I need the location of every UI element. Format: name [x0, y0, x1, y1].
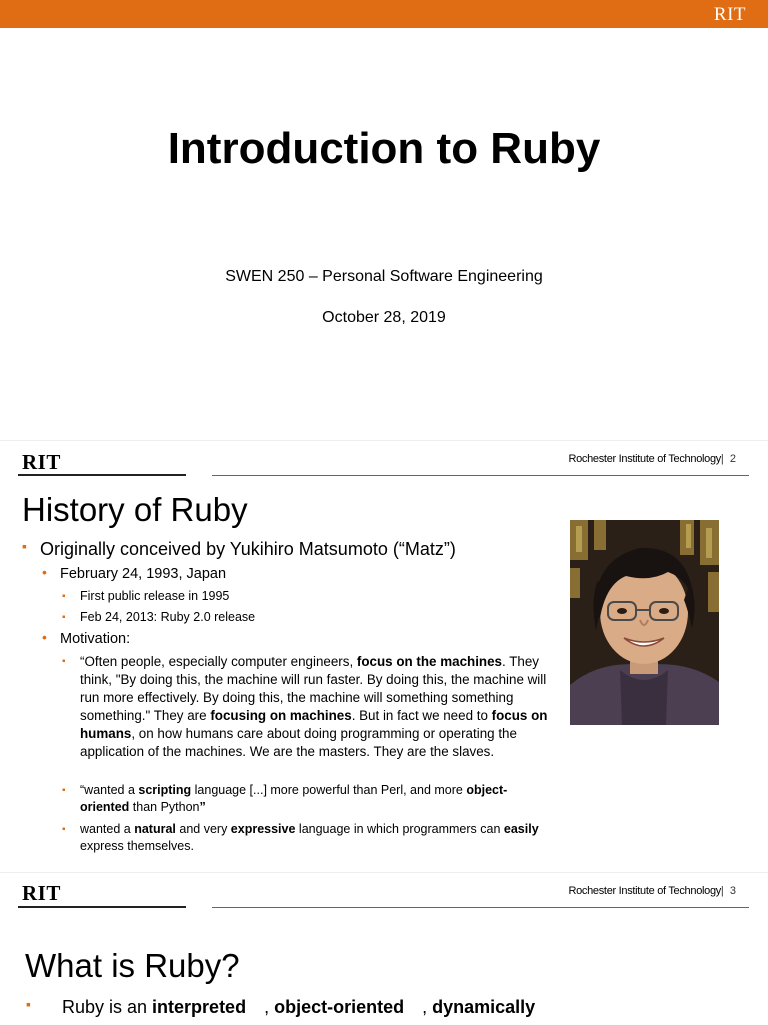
institution-name: Rochester Institute of Technology	[568, 453, 721, 465]
history-slide	[0, 440, 768, 871]
portrait-illustration	[570, 520, 719, 725]
list-item: ▪ “wanted a scripting language [...] more powerful than Perl, and more object-oriented than Python”	[62, 782, 548, 816]
slide-heading: History of Ruby	[22, 491, 248, 528]
rit-logo: RIT	[22, 450, 61, 474]
header-divider-left	[18, 474, 186, 476]
list-item: ▪ First public release in 1995	[62, 588, 548, 605]
header-divider-right	[212, 475, 749, 476]
course-subtitle: SWEN 250 – Personal Software Engineering	[225, 268, 543, 285]
header-divider-right	[212, 907, 749, 908]
list-item: ▪ wanted a natural and very expressive language in which programmers can easily express themselves.	[62, 821, 548, 855]
institution-name: Rochester Institute of Technology	[568, 885, 721, 897]
title-slide	[0, 0, 768, 440]
header-bar	[0, 0, 768, 28]
list-item: • February 24, 1993, Japan	[42, 566, 226, 582]
rit-logo: RIT	[22, 881, 61, 905]
header-divider-left	[18, 906, 186, 908]
list-item: ▪ Ruby is an interpreted , object-oriented , dynamically	[26, 997, 535, 1018]
list-item: ▪ Originally conceived by Yukihiro Matsumoto (“Matz”)	[22, 539, 456, 560]
list-item: • Motivation:	[42, 631, 130, 647]
quote-item: ▪ “Often people, especially computer engineers, focus on the machines. They think, "By doing this, the machine will run faster. By doing this, the machine will run more effectively. By doing this, the machine will something something something." They are focusing on machines. But in fact we need to focus on humans, on how humans care about doing programming or operating the application of the machines. We are the masters. They are the slaves.	[62, 653, 548, 761]
list-item: ▪ Feb 24, 2013: Ruby 2.0 release	[62, 609, 548, 626]
slide-heading: What is Ruby?	[25, 947, 240, 984]
slide-title: Introduction to Ruby	[167, 124, 601, 173]
rit-logo: RIT	[713, 4, 746, 25]
portrait-photo	[570, 520, 719, 725]
page-number: | 3	[720, 885, 736, 897]
presentation-date: October 28, 2019	[322, 309, 446, 326]
page-number: | 2	[720, 453, 736, 465]
what-is-ruby-slide	[0, 872, 768, 1025]
